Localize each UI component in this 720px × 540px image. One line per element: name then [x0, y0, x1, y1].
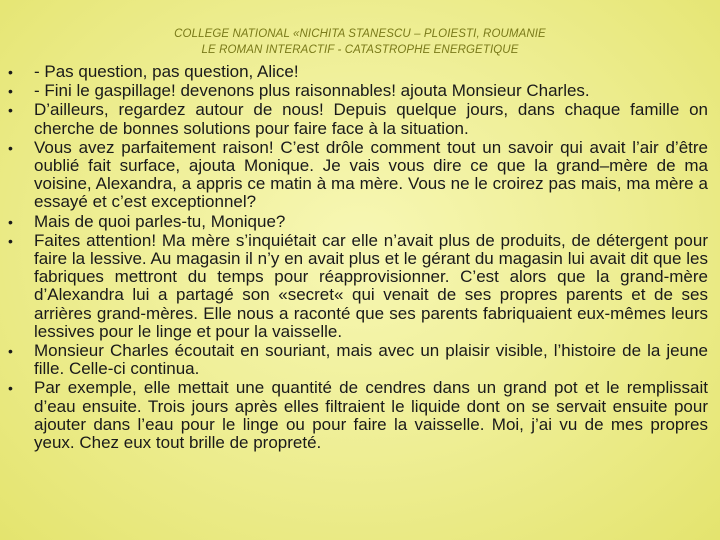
dialogue-content: [8, 63, 708, 453]
bullet-icon: •: [8, 83, 13, 100]
header-school-line: COLLEGE NATIONAL «NICHITA STANESCU – PLOIESTI, ROUMANIE: [174, 28, 546, 40]
bullet-icon: •: [8, 102, 13, 119]
header-title-line: LE ROMAN INTERACTIF - CATASTROPHE ENERGETIQUE: [201, 44, 519, 56]
list-item: [8, 63, 708, 81]
bullet-icon: •: [8, 64, 13, 80]
bullet-icon: •: [8, 343, 13, 360]
bullet-icon: •: [8, 232, 13, 249]
bullet-icon: •: [8, 139, 13, 156]
list-item: [8, 232, 708, 341]
list-item: [8, 213, 708, 231]
list-item-text: Mais de quoi parles-tu, Monique?: [34, 211, 286, 231]
list-item-text: Faites attention! Ma mère s’inquiétait car elle n’avait plus de produits, de détergent pour faire la lessive. Au magasin il n’y en avait plus et le gérant du magasin lui avait dit que les fabriques mettront du temps pour réapprovisionner. C’est alors que la grand-mère d’Alexandra lui a partagé son «secret« qui venait de ses propres parents et de ses arrières grand-mères. Elle nous a raconté que ses parents fabriquaient eux-mêmes leurs lessives pour le linge et pour la vaisselle.: [34, 230, 708, 341]
slide-header: [0, 26, 720, 58]
list-item-text: Par exemple, elle mettait une quantité de cendres dans un grand pot et le remplissait d’eau ensuite. Trois jours après elles filtraient le liquide dont on se servait ensuite pour ajouter dans l’eau pour le linge ou pour faire la vaisselle. Moi, j’ai vu de mes propres yeux. Chez eux tout brille de propreté.: [34, 378, 708, 453]
list-item: [8, 379, 708, 452]
bullet-icon: •: [8, 213, 13, 230]
list-item-text: Monsieur Charles écoutait en souriant, mais avec un plaisir visible, l’histoire de la jeune fille. Celle-ci continua.: [34, 341, 708, 379]
bullet-icon: •: [8, 380, 13, 397]
list-item-text: Vous avez parfaitement raison! C’est drôle comment tout un savoir qui avait l’air d’être oublié fait surface, ajouta Monique. Je vais vous dire ce que la grand–mère de ma voisine, Alexandra, a appris ce matin à ma mère. Vous ne le croirez pas mais, ma mère a essayé et c’est exceptionnel?: [34, 137, 708, 212]
list-item: [8, 342, 708, 378]
list-item: [8, 139, 708, 212]
list-item: [8, 82, 708, 100]
list-item: [8, 101, 708, 137]
list-item-text: - Pas question, pas question, Alice!: [34, 62, 299, 81]
list-item-text: D’ailleurs, regardez autour de nous! Depuis quelque jours, dans chaque famille on cherche de bonnes solutions pour faire face à la situation.: [34, 100, 708, 138]
dialogue-list: [8, 63, 708, 452]
list-item-text: - Fini le gaspillage! devenons plus raisonnables! ajouta Monsieur Charles.: [34, 81, 590, 101]
